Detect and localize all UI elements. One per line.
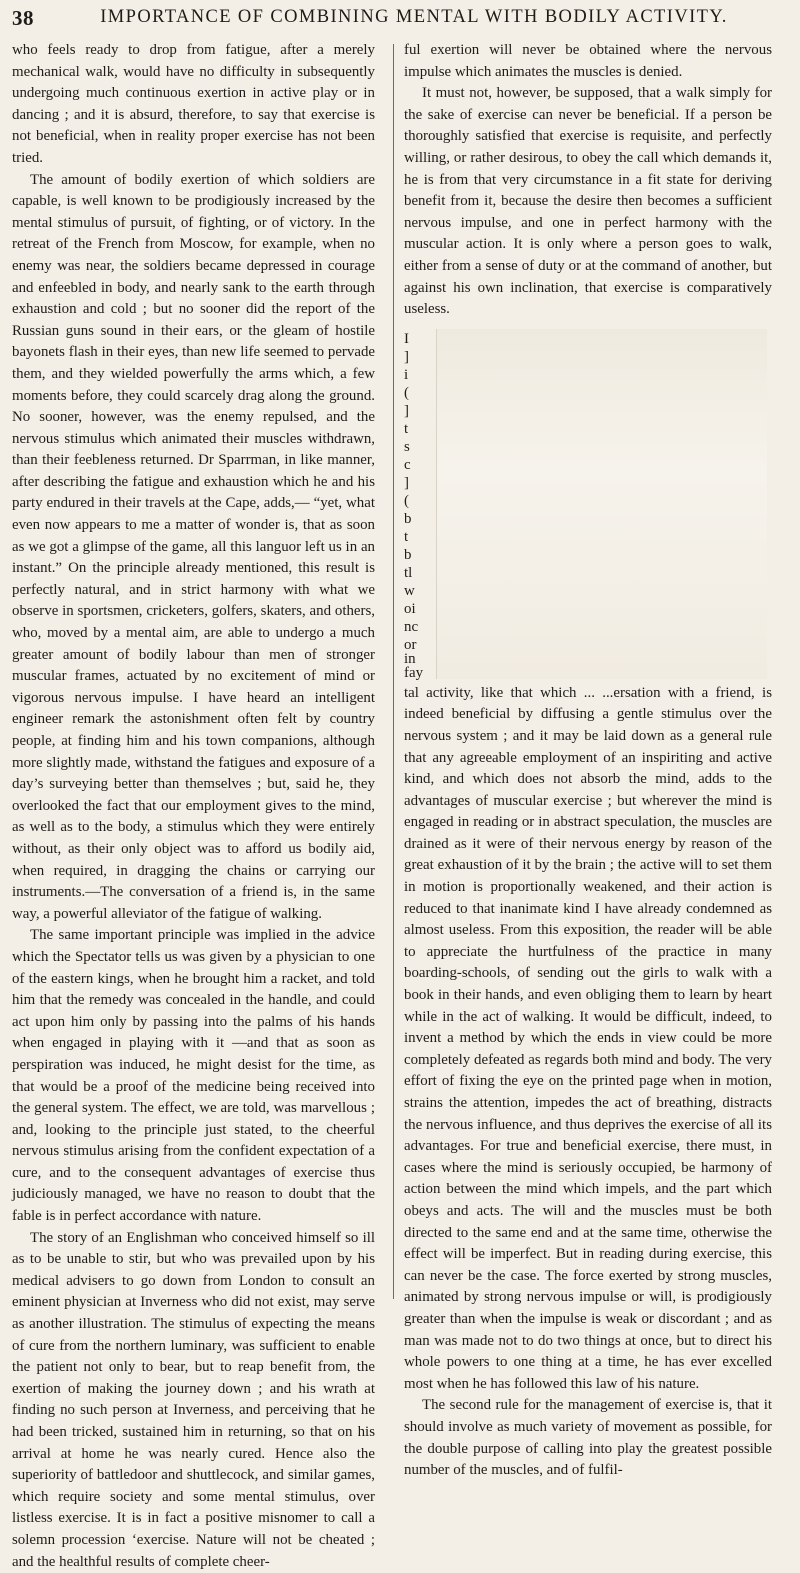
left-column bbox=[12, 40, 375, 1573]
fragment-letter: fay bbox=[404, 664, 424, 681]
fragment-letter: or bbox=[404, 636, 417, 653]
fragment-letter: in bbox=[404, 650, 416, 667]
fragment-letter: ( bbox=[404, 384, 409, 401]
fragment-letter: i bbox=[404, 366, 409, 383]
paragraph: The same important principle was implied in the advice which the Spectator tells us was given by a physician to one of the eastern kings, when he brought him a racket, and told him that the remedy was concealed in the handle, and could act upon him only by passing into the palms of his hands when engaged in playing with it —and that as soon as perspiration was induced, he might desist for the time, as that would be a proof of the medicine being received into the general system. The effect, we are told, was marvellous ; and, looking to the principle just stated, to the cheerful nervous stimulus arising from the confident expectation of a cure, and to the consequent advantages of exercise thus judiciously managed, we have no reason to doubt that the fable is in perfect accordance with nature. bbox=[12, 927, 375, 1225]
fragment-letter: s bbox=[404, 438, 410, 455]
right-column bbox=[404, 40, 772, 1482]
fragment-letter: ( bbox=[404, 492, 409, 509]
fragment-letter: tl bbox=[404, 564, 413, 581]
column-divider bbox=[393, 44, 394, 1299]
paragraph: The amount of bodily exertion of which soldiers are capable, is well known to be prodigiously increased by the mental stimulus of pursuit, of fighting, or of victory. In the retreat of the French from Moscow, for example, when no enemy was near, the soldiers became depressed in courage and enfeebled in body, and nearly sank to the earth through exhaustion and cold ; but no sooner did the report of the Russian guns sound in their ears, or the gleam of hostile bayonets flash in their eyes, than new life seemed to pervade them, and they wielded powerfully the arms which, a few moments before, they could scarcely drag along the ground. No sooner, however, was the enemy repulsed, and the nervous stimulus which animated their muscles withdrawn, than their feebleness returned. Dr Sparrman, in like manner, after describing the fatigue and exhaustion which he and his party endured in their travels at the Cape, adds,— “yet, what even now appears to me a matter of wonder is, that as soon as we got a glimpse of the game, all this languor left us in an instant.” On the principle already mentioned, this result is perfectly natural, and in strict harmony with what we observe in sportsmen, cricketers, golfers, skaters, and others, who, moved by a mental aim, are able to undergo a much greater amount of bodily labour than men of stronger muscular frames, actuated by no excitement of mind or vigorous nervous impulse. I have heard an intelligent engineer remark the astonishment often felt by country people, at finding him and his town companions, although more slightly made, withstand the fatigues and exposure of a day’s surveying better than themselves ; but, said he, they overlooked the fact that our employment gives to the mind, as well as to the body, a stimulus which they were entirely without, as their only object was to afford us bodily aid, when required, in dragging the chains or carrying our instruments.—The conversation of a friend is, in the same way, a powerful alleviator of the fatigue of walking. bbox=[12, 171, 375, 922]
fragment-letter: t bbox=[404, 528, 409, 545]
fragment-letter: ] bbox=[404, 474, 409, 491]
paragraph: It must not, however, be supposed, that a walk simply for the sake of exercise can never be beneficial. If a person be thoroughly satisfied that exercise is requisite, and perfectly willing, or rather desirous, to obey the call which demands it, he is from that very circumstance in a fit state for deriving benefit from it, because the desire then becomes a sufficient nervous impulse, and one in perfect harmony with the muscular action. It is only where a person goes to walk, either from a sense of duty or at the command of another, but against his own inclination, that exercise is comparatively useless. bbox=[404, 85, 772, 318]
running-head: IMPORTANCE OF COMBINING MENTAL WITH BODILY ACTIVITY. bbox=[100, 7, 728, 27]
fragment-letter: b bbox=[404, 510, 412, 527]
fragment-letter: ] bbox=[404, 402, 409, 419]
fragment-letter: oi bbox=[404, 600, 416, 617]
fragment-letter: ] bbox=[404, 348, 409, 365]
paragraph: tal activity, like that which ... ...ersation with a friend, is indeed beneficial by diffusing a gentle stimulus over the nervous system ; and it may be laid down as a general rule that any agreeable employment of an inspiriting and active kind, and which does not absorb the mind, adds to the advantages of muscular exercise ; but wherever the mind is engaged in reading or in abstract speculation, the muscles are drained as it were of their nervous energy by reason of the great exhaustion of it by the brain ; the active will to set them in motion is proportionally weakened, and their action is reduced to that inanimate kind I have already condemned as almost useless. From this exposition, the reader will be able to appreciate the hurtfulness of the practice in many boarding-schools, of sending out the girls to walk with a book in their hands, and even obliging them to learn by heart while in the act of walking. It would be difficult, indeed, to invent a method by which the ends in view could be more completely defeated as regards both mind and body. The very effort of fixing the eye on the printed page when in motion, strains the attention, impedes the act of breathing, distracts the nervous influence, and thus deprives the exercise of all its advantages. For true and beneficial exercise, there must, in cases where the mind is seriously occupied, be harmony of action between the mind which impels, and the part which obeys and acts. The will and the muscles must be both directed to the same end and at the same time, otherwise the effect will be imperfect. But in reading during exercise, this can never be the case. The force exerted by strong muscles, animated by strong nervous impulse or will, is prodigiously greater than when the impulse is weak or discordant ; and as man was made not to do two things at once, but to direct his whole powers to one thing at a time, he has ever excelled most when he has followed this law of his nature. bbox=[404, 684, 772, 1392]
torn-gap bbox=[436, 329, 767, 679]
fragment-letter: w bbox=[404, 582, 415, 599]
paragraph: ful exertion will never be obtained where the nervous impulse which animates the muscles is denied. bbox=[404, 42, 772, 80]
fragment-letter: b bbox=[404, 546, 412, 563]
paragraph: who feels ready to drop from fatigue, after a merely mechanical walk, would have no difficulty in subsequently undergoing much continuous exertion in active play or in dancing ; and it is absurd, therefore, to say that exercise is not beneficial, when in reality proper exercise has not been tried. bbox=[12, 42, 375, 166]
paragraph: The story of an Englishman who conceived himself so ill as to be unable to stir, but who was prevailed upon by his medical advisers to go down from London to consult an eminent physician at Inverness who did not exist, may serve as another illustration. The stimulus of expecting the means of cure from the northern luminary, was sufficient to enable the patient not only to bear, but to reap benefit from, the exertion of making the journey down ; and his wrath at finding no such person at Inverness, and perceiving that he had been tricked, sustained him in returning, so that on his arrival at home he was nearly cured. Hence also the superiority of battledoor and shuttlecock, and similar games, which require society and some mental stimulus, over listless exercise. It is in fact a positive misnomer to call a solemn procession ‘exercise. Nature will not be cheated ; and the healthful results of complete cheer- bbox=[12, 1229, 375, 1570]
fragment-letter: t bbox=[404, 420, 409, 437]
page-header bbox=[0, 6, 800, 34]
fragment-letter: I bbox=[404, 330, 409, 347]
fragment-letter: nc bbox=[404, 618, 419, 635]
paragraph: The second rule for the management of exercise is, that it should involve as much variety of movement as possible, for the double purpose of calling into play the greatest possible number of the muscles, and of fulfil- bbox=[404, 1397, 772, 1479]
page-number: 38 bbox=[12, 6, 34, 30]
fragment-letter: c bbox=[404, 456, 411, 473]
torn-page-fragment bbox=[398, 323, 772, 683]
